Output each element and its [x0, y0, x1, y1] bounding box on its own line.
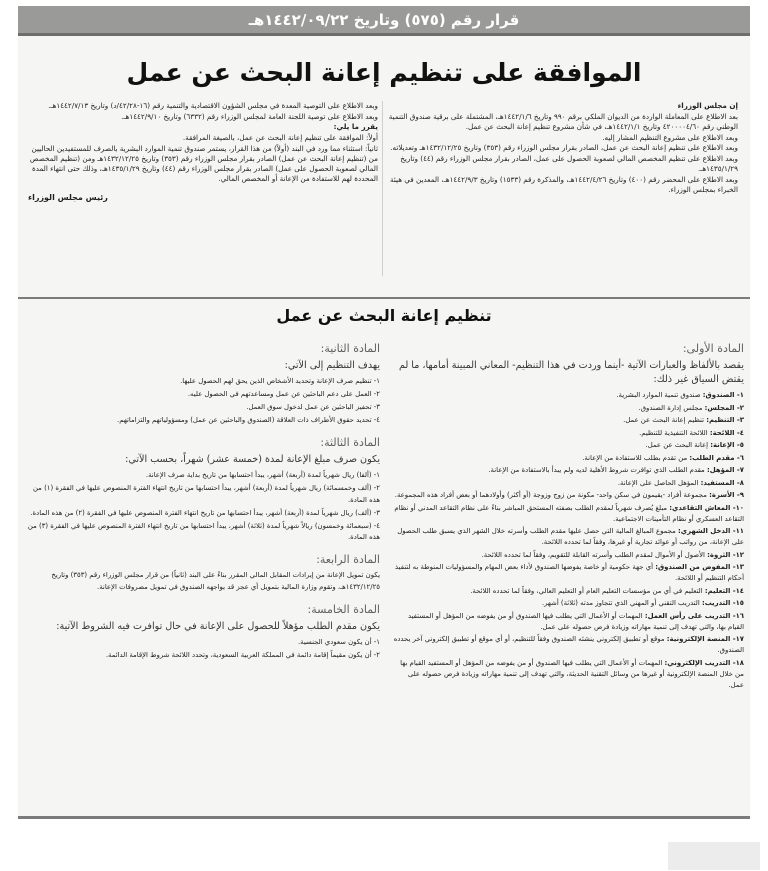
definition-term: ٢- المجلس: [704, 403, 744, 412]
definition-item [392, 440, 744, 451]
definition-item [392, 658, 744, 691]
preamble-left-paragraph: وبعد الاطلاع على التوصية المعدة في مجلس الشؤون الاقتصادية والتنمية رقم (١٦-٤٢/٢٨/د) وتاريخ ١٤٤٢/٧/١٣هـ. [48, 101, 378, 110]
definition-item [392, 611, 744, 633]
article-5-list [26, 637, 380, 662]
definition-term: ١١- الدخل الشهري: [678, 527, 744, 535]
definition-term: ١٢- الثروة: [707, 550, 744, 559]
definition-item [392, 562, 744, 584]
article2-item: ٢- العمل على دعم الباحثين عن عمل ومساعدتهم في الحصول عليه. [187, 390, 380, 398]
articles-2-5 [26, 340, 380, 663]
decision-number: قرار رقم (٥٧٥) وتاريخ ١٤٤٢/٠٩/٢٢هـ [248, 10, 520, 29]
preamble-right-paragraph: إن مجلس الوزراء [677, 101, 738, 110]
definition-term: ١- الصندوق: [702, 391, 744, 399]
decision-header-bar [18, 6, 750, 36]
definition-text: الأصول أو الأموال لمقدم الطلب وأسرته القابلة للتقويم، وفقاً لما تحدده اللائحة. [481, 550, 708, 559]
definition-term: ٩- الأسرة: [709, 491, 744, 499]
preamble-right [388, 101, 738, 196]
definition-term: ١٥- التدريب: [701, 599, 744, 607]
preamble-right-paragraph: وبعد الاطلاع على مشروع التنظيم المشار إليه. [602, 132, 738, 142]
preamble-left-paragraph: أولاً: الموافقة على تنظيم إعانة البحث عن عمل، بالصيغة المرافقة. [182, 133, 378, 143]
definition-term: ٧- المؤهل: [706, 466, 744, 474]
preamble-divider [382, 101, 383, 276]
article-5-intro: يكون مقدم الطلب مؤهلاً للحصول على الإعانة في حال توافرت فيه الشروط الآتية: [56, 620, 380, 632]
article-3-intro: يكون صرف مبلغ الإعانة لمدة (خمسة عشر) شهراً، بحسب الآتي: [125, 454, 380, 465]
signature: رئيس مجلس الوزراء [28, 192, 108, 202]
article5-item: ١- أن يكون سعودي الجنسية. [297, 637, 380, 646]
definitions-list [392, 390, 744, 691]
preamble-right-paragraph: وبعد الاطلاع على تنظيم إعانة البحث عن عمل، الصادر بقرار مجلس الوزراء رقم (٣٥٣) وتاريخ ١٤٣٢/١٢/٢٥هـ وتعديلاته. [390, 143, 738, 153]
article-1 [392, 340, 744, 692]
definition-text: مقدم الطلب الذي توافرت شروط الأهلية لديه ولم يبدأ بالاستفادة من الإعانة. [488, 466, 707, 474]
article-2-list [26, 376, 380, 427]
definition-term: ٣- التنظيم: [706, 416, 744, 424]
definition-text: صندوق تنمية الموارد البشرية. [616, 391, 703, 399]
definition-item [392, 465, 744, 476]
article-2-heading: المادة الثانية: [320, 342, 380, 355]
article2-item: ٣- تحفيز الباحثين عن عمل لدخول سوق العمل. [246, 403, 380, 411]
preamble-left-paragraph: وبعد الاطلاع على توصية اللجنة العامة لمجلس الوزراء رقم (٦٣٣٢) وتاريخ ١٤٤٢/٩/١٠هـ. [121, 111, 378, 121]
definition-text: مجموعة أفراد -يقيمون في سكن واحد- مكونة من زوج وزوجة (أو أكثر) وأولادهما أو بعض أفراد هذه المجموعة. [394, 491, 710, 499]
definition-term: ١٣- المفوض من الصندوق: [655, 563, 744, 571]
definition-item [392, 598, 744, 609]
definition-item [392, 390, 744, 401]
preamble-left-paragraph: يقرر ما يلي: [333, 122, 378, 132]
article-3-list [26, 470, 380, 544]
definition-term: ١٦- التدريب على رأس العمل: [644, 611, 744, 620]
preamble-left [28, 101, 378, 203]
preamble-right-paragraph: وبعد الاطلاع على تنظيم المخصص المالي لصعوبة الحصول على عمل، الصادر بقرار مجلس الوزراء رقم (٤٤) وتاريخ ١٤٣٥/١/٢٩هـ. [400, 154, 738, 174]
article-3-heading: المادة الثالثة: [320, 436, 380, 449]
definition-text: التعليم في أي من مؤسسات التعليم العام أو التعليم العالي، وفقاً لما تحدده اللائحة. [470, 586, 705, 595]
definition-item [392, 586, 744, 597]
regulation-title: تنظيم إعانة البحث عن عمل [276, 305, 492, 325]
article-4-body: يكون تمويل الإعانة من إيرادات المقابل المالي المقرر بناءً على البند (ثانياً) من قرار مجلس الوزراء رقم (٣٥٣) وتاريخ ١٤٣٢/١٢/٢٥هـ، وتقوم وزارة المالية بتمويل أي عجز قد يواجهه الصندوق في تمويل مصروفات الإعانة. [51, 571, 380, 591]
definition-item [392, 403, 744, 414]
article-4-heading: المادة الرابعة: [316, 553, 380, 566]
definition-text: أي جهة حكومية أو خاصة يفوضها الصندوق لأداء بعض المهام والمسؤوليات المنوطة به لتنفيذ أحكام التنظيم أو اللائحة. [395, 563, 744, 582]
preamble-right-paragraph: بعد الاطلاع على المعاملة الواردة من الديوان الملكي برقم ٩٩٠ وتاريخ ١٤٤٢/١/٦هـ، المشتملة على برقية صندوق التنمية الوطني رقم ٤٢٠٠٠٠٤/٦٠ وتاريخ ١٤٤٢/١/١هـ، في شأن مشروع تنظيم إعانة البحث عن عمل. [388, 111, 738, 131]
definition-text: إعانة البحث عن عمل. [645, 441, 711, 449]
definition-text: المهمات أو الأعمال التي يطلب فيها الصندوق أو من يفوضه من المؤهل أو المستفيد القيام بها، والتي تهدف إلى تنمية مهاراته وزيادة فرص حصوله على عمل. [407, 611, 744, 631]
definition-term: ١٧- المنصة الإلكترونية: [666, 635, 744, 643]
definition-text: اللائحة التنفيذية للتنظيم. [639, 428, 710, 437]
definition-item [392, 634, 744, 656]
definition-item [392, 453, 744, 464]
definition-term: ٥- الإعانة: [710, 441, 744, 449]
definition-text: مجلس إدارة الصندوق. [638, 403, 705, 412]
definition-item [392, 503, 744, 525]
definition-term: ٨- المستفيد: [700, 478, 744, 487]
article3-item: ٣- (ألف) ريال شهرياً لمدة (أربعة) أشهر، يبدأ احتسابها من تاريخ انتهاء الفترة المنصوص عليها في الفقرة (٢) من هذه المادة. [30, 508, 380, 517]
definition-item [392, 490, 744, 501]
definition-term: ١٠- المعاش التقاعدي: [669, 503, 744, 512]
definition-item [392, 478, 744, 489]
document-title: الموافقة على تنظيم إعانة البحث عن عمل [126, 58, 642, 87]
definition-text: تنظيم إعانة البحث عن عمل. [623, 416, 707, 424]
regulation-heading [18, 297, 750, 331]
definition-text: مجموع المبالغ المالية التي حصل عليها مقدم الطلب وأسرته خلال الشهر الذي يسبق طلب الحصول على الإعانة، من رواتب أو عوائد تجارية أو غيرها، وفقاً لما تحدده اللائحة. [397, 527, 744, 546]
article-1-intro: يقصد بالألفاظ والعبارات الآتية -أينما وردت في هذا التنظيم- المعاني المبينة أمامها، ما لم يقتض السياق غير ذلك: [398, 360, 744, 385]
article-5-heading: المادة الخامسة: [307, 602, 380, 616]
article2-item: ١- تنظيم صرف الإعانة وتحديد الأشخاص الذين يحق لهم الحصول عليها. [180, 377, 380, 385]
preamble-left-paragraph: ثانياً: استثناء مما ورد في البند (أولاً) من هذا القرار، يستمر صندوق تنمية الموارد البشرية بالصرف للمستفيدين الحاليين من (تنظيم إعانة البحث عن عمل) الصادر بقرار مجلس الوزراء رقم (٣٥٣) وتاريخ ١٤٣٢/١٢/٢٥هـ ومن (تنظيم المخصص المالي لصعوبة الحصول على عمل) الصادر بقرار مجلس الوزراء رقم (٤٤) وتاريخ ١٤٣٥/١/٢٩هـ، وذلك حتى انتهاء المدة المحددة لهم للاستفادة من الإعانة أو المخصص المالي. [29, 143, 378, 184]
definition-text: مبلغ يُصرف شهرياً لمقدم الطلب بصفته المستحق المباشر بناءً على نظام التقاعد المدني أو نظام التقاعد العسكري أو نظام التأمينات الاجتماعية. [394, 503, 744, 523]
article-1-heading: المادة الأولى: [682, 342, 744, 355]
definition-text: من تقدم بطلب للاستفادة من الإعانة. [582, 453, 690, 462]
definition-item [392, 550, 744, 561]
article3-item: ١- (ألفا) ريال شهرياً لمدة (أربعة) أشهر، يبدأ احتسابها من تاريخ بداية صرف الإعانة. [145, 471, 380, 479]
article3-item: ٤- (سبعمائة وخمسون) ريالاً شهرياً لمدة (ثلاثة) أشهر، يبدأ احتسابها من تاريخ انتهاء الفترة المنصوص عليها في الفقرة (٣) من هذه المادة. [27, 521, 380, 541]
article5-item: ٢- أن يكون مقيماً إقامة دائمة في المملكة العربية السعودية، وتحدد اللائحة شروط الإقامة الدائمة. [105, 650, 380, 659]
article-4-body-list [26, 570, 380, 593]
definition-item [392, 428, 744, 439]
article3-item: ٢- (ألف وخمسمائة) ريال شهرياً لمدة (أربعة) أشهر، يبدأ احتسابها من تاريخ انتهاء الفترة المنصوص عليها في الفقرة (١) من هذه المادة. [32, 484, 380, 504]
definition-text: المهمات أو الأعمال التي يطلب فيها الصندوق أو من يفوضه من المؤهل أو المستفيد القيام بها من خلال المنصة الإلكترونية أو غيرها من وسائل التقنية الحديثة، والتي تهدف إلى تنمية مهاراته وزيادة فرص حصوله على عمل. [400, 658, 744, 689]
definition-text: موقع أو تطبيق إلكتروني ينشئه الصندوق وفقاً للتنظيم، أو أي موقع أو تطبيق إلكتروني آخر يحدده الصندوق. [393, 635, 744, 654]
definition-item [392, 415, 744, 426]
bottom-rule [18, 816, 750, 819]
corner-stamp [668, 842, 760, 870]
article-2-intro: يهدف التنظيم إلى الآتي: [284, 360, 380, 371]
definition-term: ٦- مقدم الطلب: [689, 453, 744, 462]
definition-term: ٤- اللائحة: [709, 428, 744, 437]
definition-text: التدريب التقني أو المهني الذي تتجاوز مدته (ثلاثة) أشهر. [541, 599, 702, 607]
definition-term: ١٤- التعليم: [704, 586, 744, 595]
definition-text: المؤهل الحاصل على الإعانة. [617, 478, 701, 487]
definition-term: ١٨- التدريب الإلكتروني: [664, 658, 744, 667]
preamble-right-paragraph: وبعد الاطلاع على المحضر رقم (٤٠٠) وتاريخ ١٤٤٢/٤/٢٦هـ، والمذكرة رقم (١٥٣٣) وتاريخ ١٤٤٢/٩/٣هـ، المعدين في هيئة الخبراء بمجلس الوزراء. [390, 174, 738, 195]
article2-item: ٤- تحديد حقوق الأطراف ذات العلاقة (الصندوق والباحثين عن عمل) ومسؤولياتهم والتزاماتهم. [117, 416, 380, 424]
document-page [18, 6, 750, 816]
definition-item [392, 526, 744, 548]
